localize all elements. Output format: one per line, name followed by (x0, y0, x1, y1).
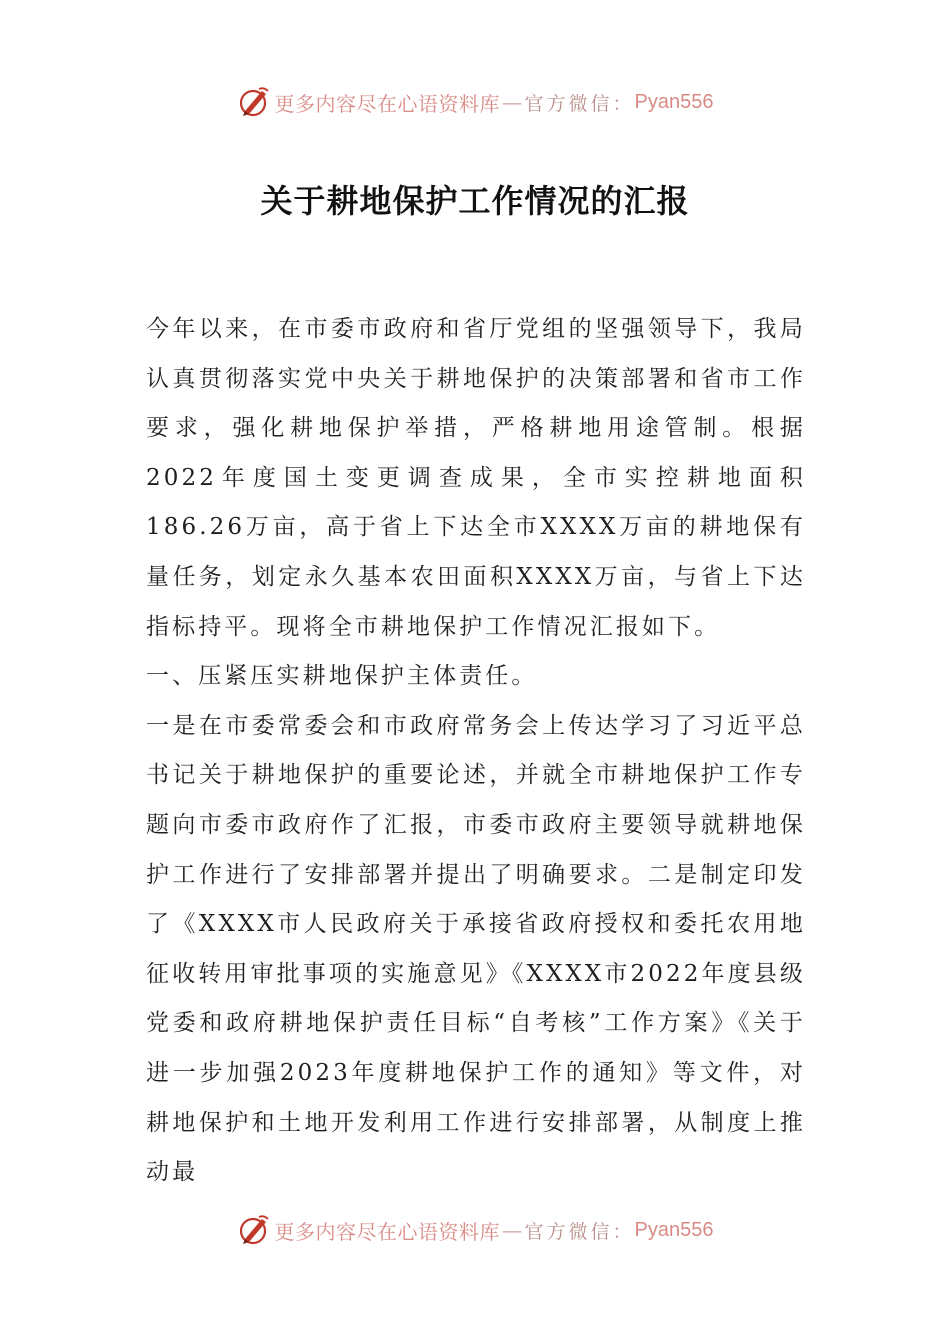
pen-in-circle-icon (237, 85, 271, 119)
document-body (146, 305, 806, 1198)
banner-dash: — (502, 1218, 523, 1242)
banner-main-text: 更多内容尽在心语资料库 (274, 1219, 500, 1244)
banner-dash: — (502, 90, 523, 114)
pen-in-circle-icon (237, 1213, 271, 1247)
header-watermark-banner (0, 82, 950, 122)
banner-wechat-id: Pyan556 (634, 1218, 714, 1241)
paragraph-intro: 今年以来，在市委市政府和省厅党组的坚强领导下，我局认真贯彻落实党中央关于耕地保护的决策部署和省市工作要求，强化耕地保护举措，严格耕地用途管制。根据2022年度国土变更调查成果，全市实控耕地面积186.26万亩，高于省上下达全市XXXX万亩的耕地保有量任务，划定永久基本农田面积XXXX万亩，与省上下达指标持平。现将全市耕地保护工作情况汇报如下。 (146, 316, 806, 640)
banner-wechat-label: 官方微信： (524, 1220, 635, 1243)
banner-main-text: 更多内容尽在心语资料库 (274, 91, 500, 116)
banner-wechat-label: 官方微信： (524, 92, 635, 115)
section-heading-1: 一、压紧压实耕地保护主体责任。 (146, 663, 538, 690)
paragraph-section-1: 一是在市委常委会和市政府常务会上传达学习了习近平总书记关于耕地保护的重要论述，并就全市耕地保护工作专题向市委市政府作了汇报，市委市政府主要领导就耕地保护工作进行了安排部署并提出了明确要求。二是制定印发了《XXXX市人民政府关于承接省政府授权和委托农用地征收转用审批事项的实施意见》《XXXX市2022年度县级党委和政府耕地保护责任目标“自考核”工作方案》《关于进一步加强2023年度耕地保护工作的通知》等文件，对耕地保护和土地开发利用工作进行安排部署，从制度上推动最 (146, 712, 806, 1186)
banner-wechat-id: Pyan556 (634, 90, 714, 113)
footer-watermark-banner (0, 1210, 950, 1250)
document-title: 关于耕地保护工作情况的汇报 (260, 182, 690, 220)
